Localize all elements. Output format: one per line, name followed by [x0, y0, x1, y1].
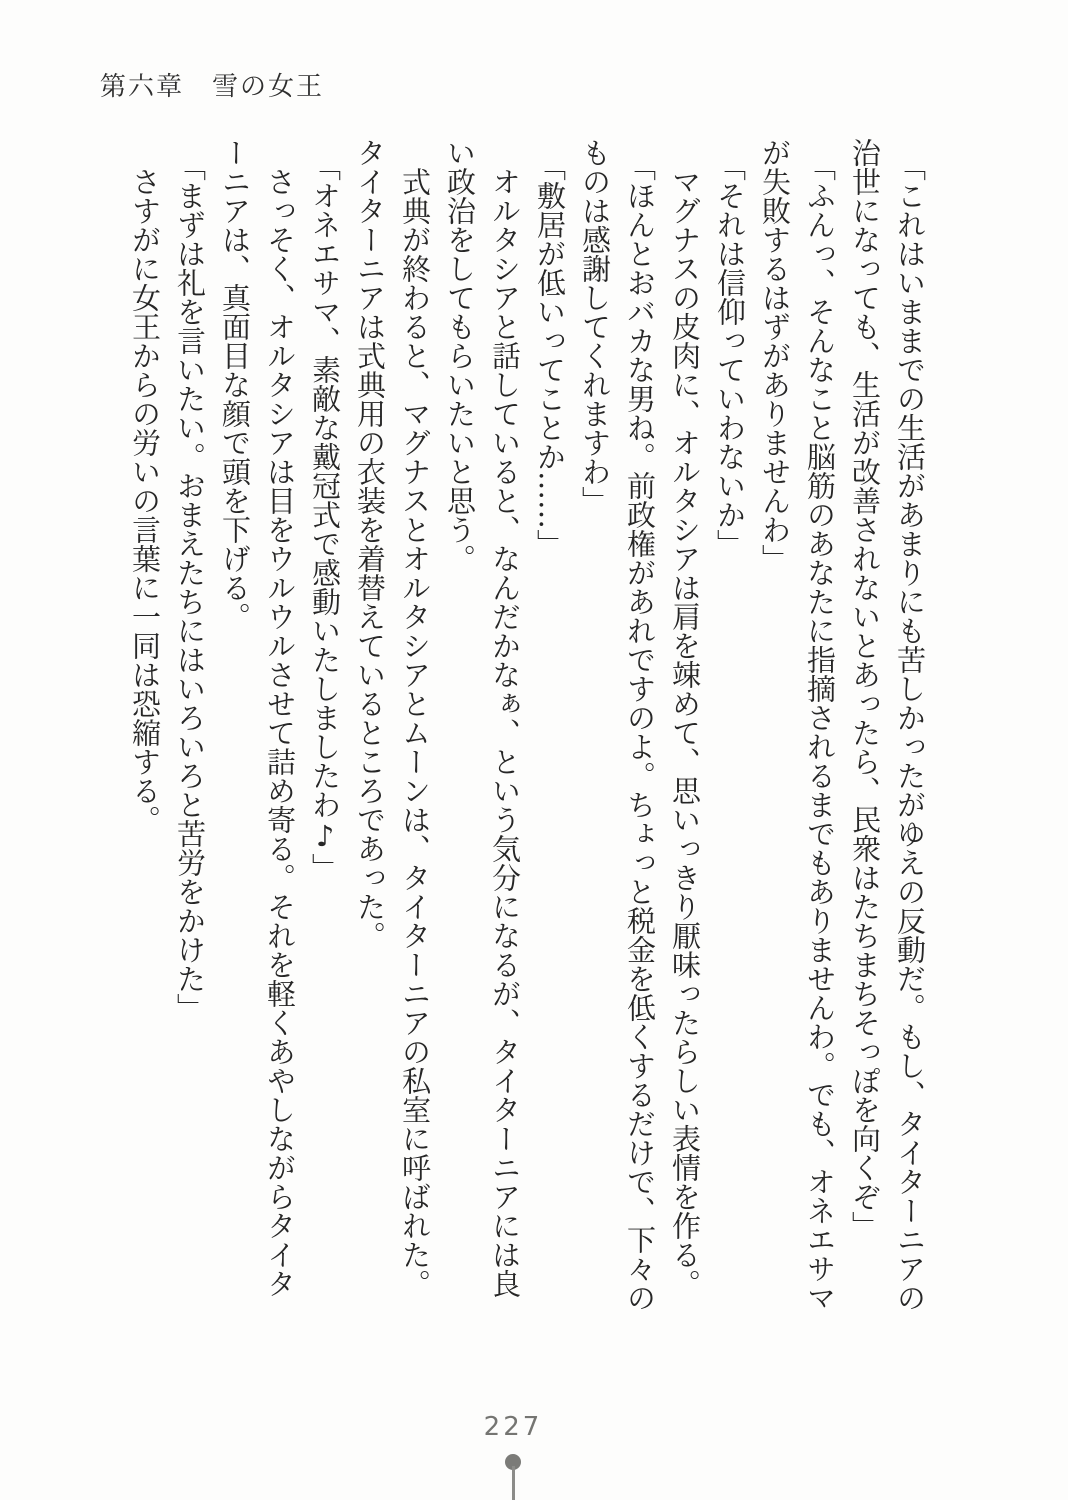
- text-line: 「まずは礼を言いたい。おまえたちにはいろいろと苦労をかけた」: [173, 152, 207, 1022]
- text-line: さすがに女王からの労いの言葉に一同は恐縮する。: [128, 167, 162, 834]
- text-line: 「ふんっ、そんなこと脳筋のあなたに指摘されるまでもありませんわ。でも、オネエサマ: [803, 152, 837, 1312]
- text-line: タイターニアは式典用の衣装を着替えているところであった。: [353, 138, 387, 950]
- page-number: 227: [483, 1412, 543, 1442]
- text-line: 「ほんとおバカな男ね。前政権があれですのよ。ちょっと税金を低くするだけで、下々の: [623, 152, 657, 1312]
- text-line: ものは感謝してくれますわ」: [578, 138, 612, 515]
- page-text: [122, 138, 932, 1396]
- text-line: い政治をしてもらいたいと思う。: [443, 138, 477, 573]
- text-line: 「それは信仰っていわないか」: [713, 152, 747, 558]
- footer-ornament-line: [512, 1466, 515, 1500]
- text-line: さっそく、オルタシアは目をウルウルさせて詰め寄る。それを軽くあやしながらタイタ: [263, 167, 297, 1298]
- text-line: ーニアは、真面目な顔で頭を下げる。: [218, 138, 252, 631]
- text-line: 治世になっても、生活が改善されないとあったら、民衆はたちまちそっぽを向くぞ」: [848, 138, 882, 1240]
- text-line: 「オネエサマ、素敵な戴冠式で感動いたしましたわ♪」: [308, 152, 342, 882]
- text-line: が失敗するはずがありませんわ」: [758, 138, 792, 573]
- text-line: 「敷居が低いってことか……」: [533, 152, 567, 558]
- text-line: マグナスの皮肉に、オルタシアは肩を竦めて、思いっきり厭味ったらしい表情を作る。: [668, 167, 702, 1298]
- text-line: オルタシアと話していると、なんだかなぁ、という気分になるが、タイターニアには良: [488, 167, 522, 1298]
- chapter-header: 第六章 雪の女王: [100, 72, 325, 102]
- text-line: 「これはいままでの生活があまりにも苦しかったがゆえの反動だ。もし、タイターニアの: [893, 152, 927, 1312]
- text-line: 式典が終わると、マグナスとオルタシアとムーンは、タイターニアの私室に呼ばれた。: [398, 167, 432, 1298]
